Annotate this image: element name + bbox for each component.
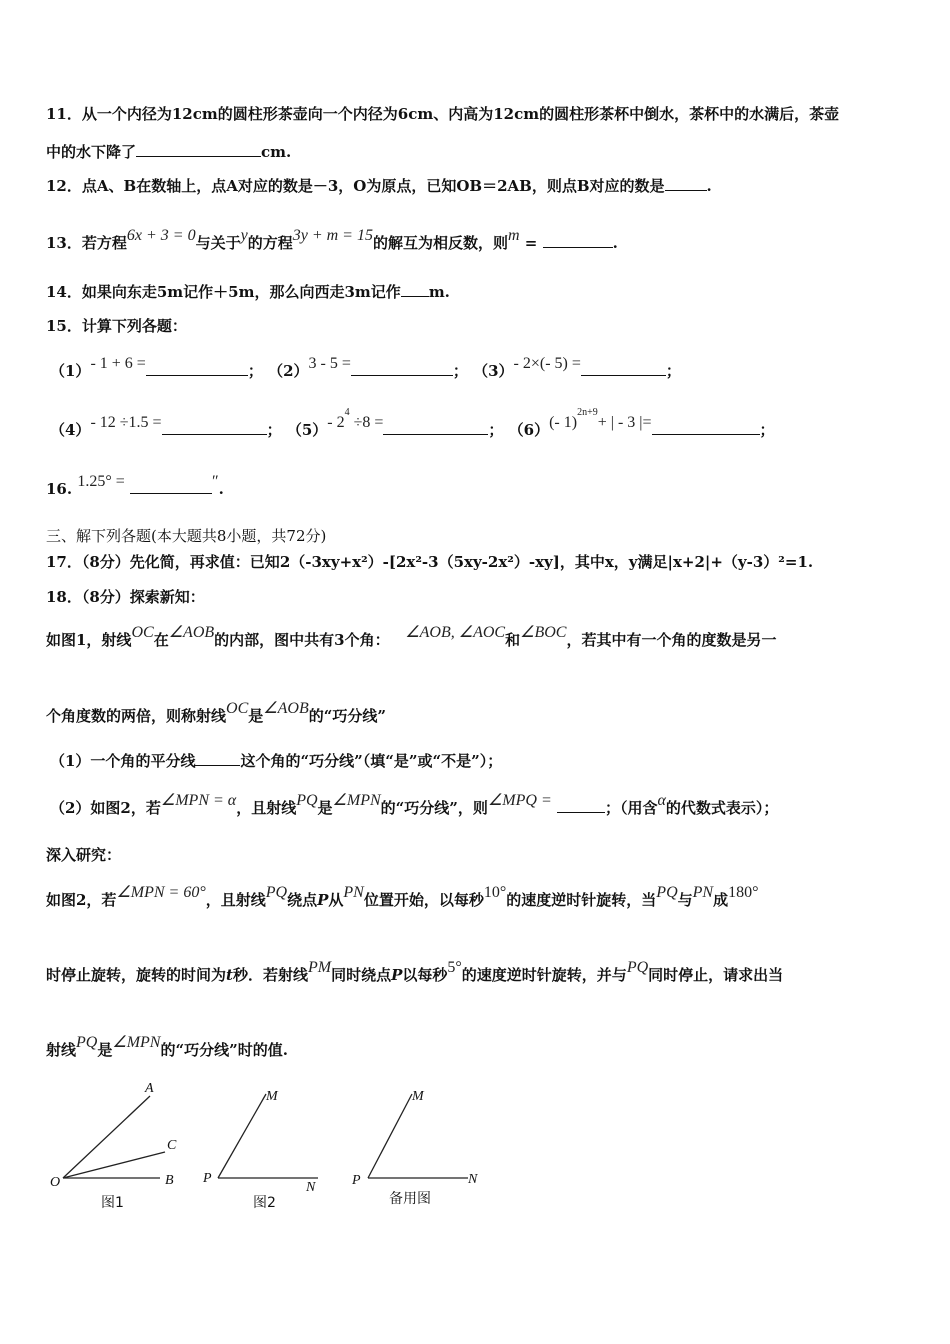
q15-title: 15．计算下列各题： xyxy=(46,317,187,335)
q14: 14．如果向东走5m记作＋5m，那么向西走3m记作 m. xyxy=(46,283,450,301)
ray-OA xyxy=(63,1096,150,1178)
q16: 16. 1.25° = ″. xyxy=(46,473,224,498)
q12: 12．点A、B在数轴上，点A对应的数是－3，O为原点，已知OB＝2AB，则点B对应的数是 . xyxy=(46,177,712,195)
q18-line2: 个角度数的两倍，则称射线OC是∠AOB的“巧分线” xyxy=(46,700,386,725)
q18-sub2: （2）如图2，若∠MPN = α，且射线PQ是∠MPN的“巧分线”，则∠MPQ = ；（用含α的代数式表示）； xyxy=(50,792,779,817)
label-B: B xyxy=(165,1173,174,1188)
q18-line6: 时停止旋转，旋转的时间为t秒．若射线PM同时绕点P以每秒5°的速度逆时针旋转，并与PQ同时停止，请求出当 xyxy=(46,959,784,984)
q13: 13．若方程6x + 3 = 0与关于y的方程3y + m = 15的解互为相反数，则m = . xyxy=(46,227,618,252)
section-title: 三、解下列各题(本大题共8小题，共72分) xyxy=(46,527,327,545)
label-M: M xyxy=(412,1089,424,1104)
ray-PM-spare xyxy=(368,1094,412,1178)
caption-fig2: 图2 xyxy=(253,1195,276,1211)
ray-PM-fig2 xyxy=(218,1094,266,1178)
q18-sub1: （1）一个角的平分线 这个角的“巧分线”（填“是”或“不是”）； xyxy=(50,752,503,770)
q18-line5: 如图2，若∠MPN = 60°，且射线PQ绕点P从PN位置开始，以每秒10°的速度逆时针旋转，当PQ与PN成180° xyxy=(46,884,759,909)
label-A: A xyxy=(145,1081,154,1096)
q11-line2: 中的水下降了 cm. xyxy=(46,143,292,161)
q11-line1: 11．从一个内径为12cm的圆柱形茶壶向一个内径为6cm、内高为12cm的圆柱形茶杯中倒水，茶杯中的水满后，茶壶 xyxy=(46,105,840,123)
label-C: C xyxy=(167,1138,177,1153)
ray-OC xyxy=(63,1152,165,1178)
label-M: M xyxy=(266,1089,278,1104)
q15-row1: （1）- 1 + 6 = ； （2）3 - 5 = ； （3）- 2×(- 5) = ； xyxy=(50,355,681,380)
label-P: P xyxy=(203,1171,212,1186)
deep-study: 深入研究： xyxy=(46,846,122,864)
q18-head: 18．（8分）探索新知： xyxy=(46,588,205,606)
caption-fig1: 图1 xyxy=(101,1195,124,1211)
q15-row2: （4）- 12 ÷1.5 = ； （5）- $2^4 \div 8$ = ； （6）(- 1)$^{2n+9}$+ | - 3 |= ； xyxy=(50,407,775,439)
label-N: N xyxy=(306,1180,316,1195)
label-O: O xyxy=(50,1175,61,1190)
q17: 17．（8分）先化简，再求值：已知2（-3xy+x²）-[2x²-3（5xy-2x²）-xy]，其中x，y满足|x+2|+（y-3）²=1. xyxy=(46,553,814,571)
label-P: P xyxy=(352,1173,361,1188)
q18-line7: 射线PQ是∠MPN的“巧分线”时的值. xyxy=(46,1034,288,1059)
q18-line1: 如图1，射线OC在∠AOB的内部，图中共有3个角： ∠AOB, ∠AOC和∠BOC，若其中有一个角的度数是另一 xyxy=(46,624,777,649)
caption-spare: 备用图 xyxy=(389,1191,431,1207)
label-N: N xyxy=(468,1172,478,1187)
